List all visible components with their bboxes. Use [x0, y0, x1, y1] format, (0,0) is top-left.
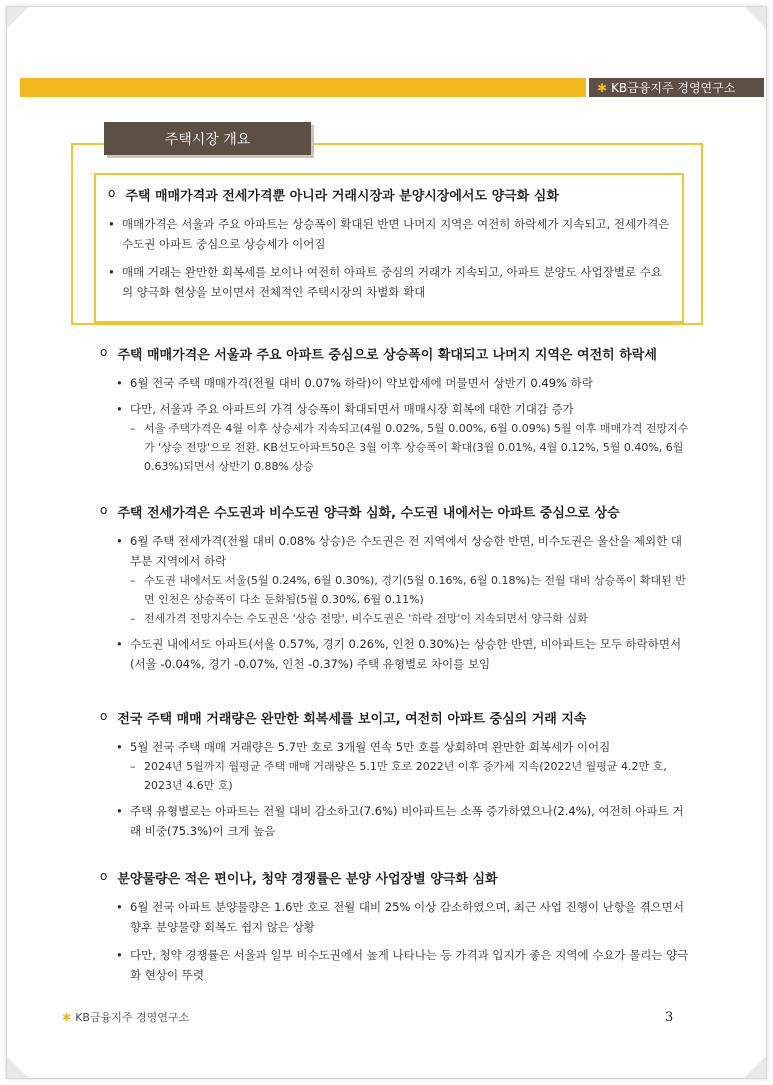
section-transactions	[100, 708, 690, 841]
section-bullet	[116, 801, 690, 841]
section-heading	[100, 708, 690, 727]
header-brand-name: KB금융지주 경영연구소	[611, 81, 736, 95]
overview-title: 주택시장 개요	[104, 122, 311, 155]
section-heading-text: 전국 주택 매매 거래량은 완만한 회복세를 보이고, 여전히 아파트 중심의 거래 지속	[117, 712, 587, 727]
bullet-icon: •	[116, 948, 123, 962]
header-accent-bar	[20, 78, 586, 97]
section-bullet	[116, 531, 690, 571]
overview-inner-box	[94, 173, 684, 323]
header-brand	[589, 78, 764, 97]
page-number: 3	[665, 1010, 674, 1025]
kb-star-icon: ✱	[62, 1010, 72, 1024]
overview-bullet	[108, 214, 670, 254]
overview-bullet	[108, 262, 670, 302]
dash-text: 수도권 내에서도 서울(5월 0.24%, 6월 0.30%), 경기(5월 0.16%, 6월 0.18%)는 전월 대비 상승폭이 확대된 반면 인천은 상승폭이 다소 둔화됨(5월 0.30%, 6월 0.11%)	[144, 574, 686, 606]
dash-icon: –	[130, 760, 136, 773]
section-bullet	[116, 897, 690, 937]
bullet-icon: •	[116, 376, 123, 390]
page-corner-fold	[744, 7, 766, 29]
bullet-icon: •	[116, 740, 123, 754]
circle-bullet-icon: o	[108, 186, 116, 200]
bullet-icon: •	[108, 217, 115, 231]
section-dash-item	[116, 419, 690, 476]
section-heading-text: 주택 매매가격은 서울과 주요 아파트 중심으로 상승폭이 확대되고 나머지 지역은 여전히 하락세	[117, 348, 657, 363]
bullet-text: 6월 주택 전세가격(전월 대비 0.08% 상승)은 수도권은 전 지역에서 상승한 반면, 비수도권은 울산을 제외한 대부분 지역에서 하락	[130, 534, 683, 568]
bullet-text: 다만, 청약 경쟁률은 서울과 일부 비수도권에서 높게 나타나는 등 가격과 입지가 좋은 지역에 수요가 몰리는 양극화 현상이 뚜렷	[130, 948, 689, 982]
dash-icon: –	[130, 422, 136, 435]
bullet-text: 6월 전국 주택 매매가격(전월 대비 0.07% 하락)이 약보합세에 머물면서 상반기 0.49% 하락	[130, 376, 593, 390]
section-bullet	[116, 634, 690, 674]
circle-bullet-icon: o	[100, 503, 108, 517]
page-corner-fold	[744, 1056, 766, 1078]
bullet-icon: •	[116, 637, 123, 651]
overview-heading	[108, 185, 670, 204]
bullet-text: 5월 전국 주택 매매 거래량은 5.7만 호로 3개월 연속 5만 호를 상회하며 완만한 회복세가 이어짐	[130, 740, 611, 754]
dash-icon: –	[130, 612, 136, 625]
section-heading	[100, 868, 690, 887]
section-bullet	[116, 945, 690, 985]
section-heading-text: 분양물량은 적은 편이나, 청약 경쟁률은 분양 사업장별 양극화 심화	[117, 872, 498, 887]
section-sale-price	[100, 344, 690, 476]
section-dash-item	[116, 571, 690, 609]
overview-bullet-text: 매매가격은 서울과 주요 아파트는 상승폭이 확대된 반면 나머지 지역은 여전히 하락세가 지속되고, 전세가격은 수도권 아파트 중심으로 상승세가 이어짐	[122, 217, 670, 251]
section-heading-text: 주택 전세가격은 수도권과 비수도권 양극화 심화, 수도권 내에서는 아파트 중심으로 상승	[117, 506, 620, 521]
dash-text: 서울 주택가격은 4월 이후 상승세가 지속되고(4월 0.02%, 5월 0.00%, 6월 0.09%) 5월 이후 매매가격 전망지수가 '상승 전망'으로 전환. KB선도아파트50은 3월 이후 상승폭이 확대(3월 0.01%, 4월 0.12%, 5월 0.40%, 6월 0.63%)되면서 상반기 0.88% 상승	[144, 422, 689, 473]
overview-bullet-text: 매매 거래는 완만한 회복세를 보이나 여전히 아파트 중심의 거래가 지속되고, 아파트 분양도 사업장별로 수요의 양극화 현상을 보이면서 전체적인 주택시장의 차별화 확대	[122, 265, 662, 299]
section-bullet	[116, 737, 690, 757]
bullet-icon: •	[116, 900, 123, 914]
dash-text: 2024년 5월까지 월평균 주택 매매 거래량은 5.1만 호로 2022년 이후 증가세 지속(2022년 월평균 4.2만 호, 2023년 4.6만 호)	[144, 760, 667, 792]
page-corner-fold	[7, 7, 29, 29]
bullet-icon: •	[116, 402, 123, 416]
bullet-text: 다만, 서울과 주요 아파트의 가격 상승폭이 확대되면서 매매시장 회복에 대한 기대감 증가	[130, 402, 574, 416]
bullet-icon: •	[108, 265, 115, 279]
dash-text: 전세가격 전망지수는 수도권은 '상승 전망', 비수도권은 '하락 전망'이 지속되면서 양극화 심화	[144, 612, 588, 625]
section-dash-item	[116, 609, 690, 628]
kb-star-icon: ✱	[597, 80, 608, 95]
section-dash-item	[116, 757, 690, 795]
circle-bullet-icon: o	[100, 869, 108, 883]
bullet-text: 6월 전국 아파트 분양물량은 1.6만 호로 전월 대비 25% 이상 감소하였으며, 최근 사업 진행이 난항을 겪으면서 향후 분양물량 회복도 쉽지 않은 상황	[130, 900, 685, 934]
bullet-text: 수도권 내에서도 아파트(서울 0.57%, 경기 0.26%, 인천 0.30%)는 상승한 반면, 비아파트는 모두 하락하면서(서울 -0.04%, 경기 -0.07%, 인천 -0.37%) 주택 유형별로 차이를 보임	[130, 637, 682, 671]
section-heading	[100, 344, 690, 363]
dash-icon: –	[130, 574, 136, 587]
bullet-text: 주택 유형별로는 아파트는 전월 대비 감소하고(7.6%) 비아파트는 소폭 증가하였으나(2.4%), 여전히 아파트 거래 비중(75.3%)이 크게 높음	[130, 804, 684, 838]
section-bullet	[116, 399, 690, 419]
circle-bullet-icon: o	[100, 709, 108, 723]
section-jeonse-price	[100, 502, 690, 674]
page-corner-fold	[7, 1056, 29, 1078]
section-heading	[100, 502, 690, 521]
circle-bullet-icon: o	[100, 345, 108, 359]
footer-brand-name: KB금융지주 경영연구소	[75, 1011, 190, 1024]
section-bullet	[116, 373, 690, 393]
section-presale	[100, 868, 690, 985]
bullet-icon: •	[116, 534, 123, 548]
overview-heading-text: 주택 매매가격과 전세가격뿐 아니라 거래시장과 분양시장에서도 양극화 심화	[125, 189, 559, 204]
bullet-icon: •	[116, 804, 123, 818]
footer-brand	[62, 1009, 189, 1025]
